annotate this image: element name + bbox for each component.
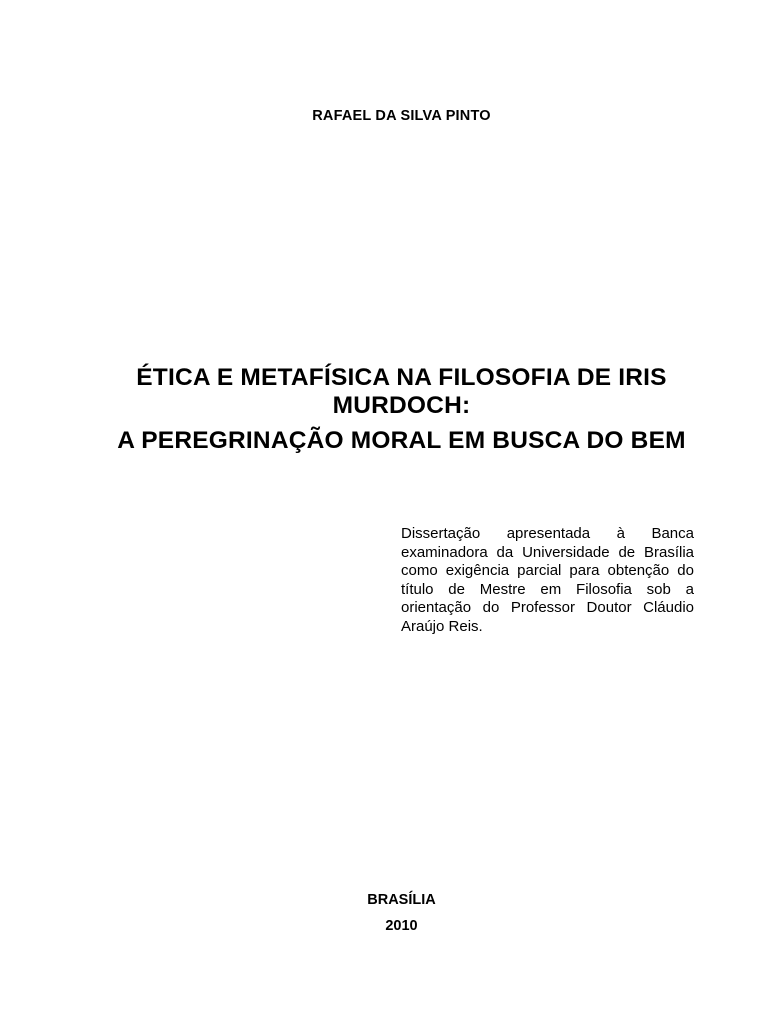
- dissertation-note: Dissertação apresentada à Banca examinadora da Universidade de Brasília como exigência parcial para obtenção do título de Mestre em Filosofia sob a orientação do Professor Doutor Cláudio Araújo Reis.: [401, 525, 694, 635]
- dissertation-title: [110, 364, 693, 455]
- title-subtitle: A PEREGRINAÇÃO MORAL EM BUSCA DO BEM: [117, 427, 686, 454]
- author-name: RAFAEL DA SILVA PINTO: [312, 108, 491, 124]
- place-name: BRASÍLIA: [367, 892, 436, 908]
- publication-year: 2010: [385, 918, 418, 934]
- title-main: ÉTICA E METAFÍSICA NA FILOSOFIA DE IRIS MURDOCH:: [136, 364, 667, 419]
